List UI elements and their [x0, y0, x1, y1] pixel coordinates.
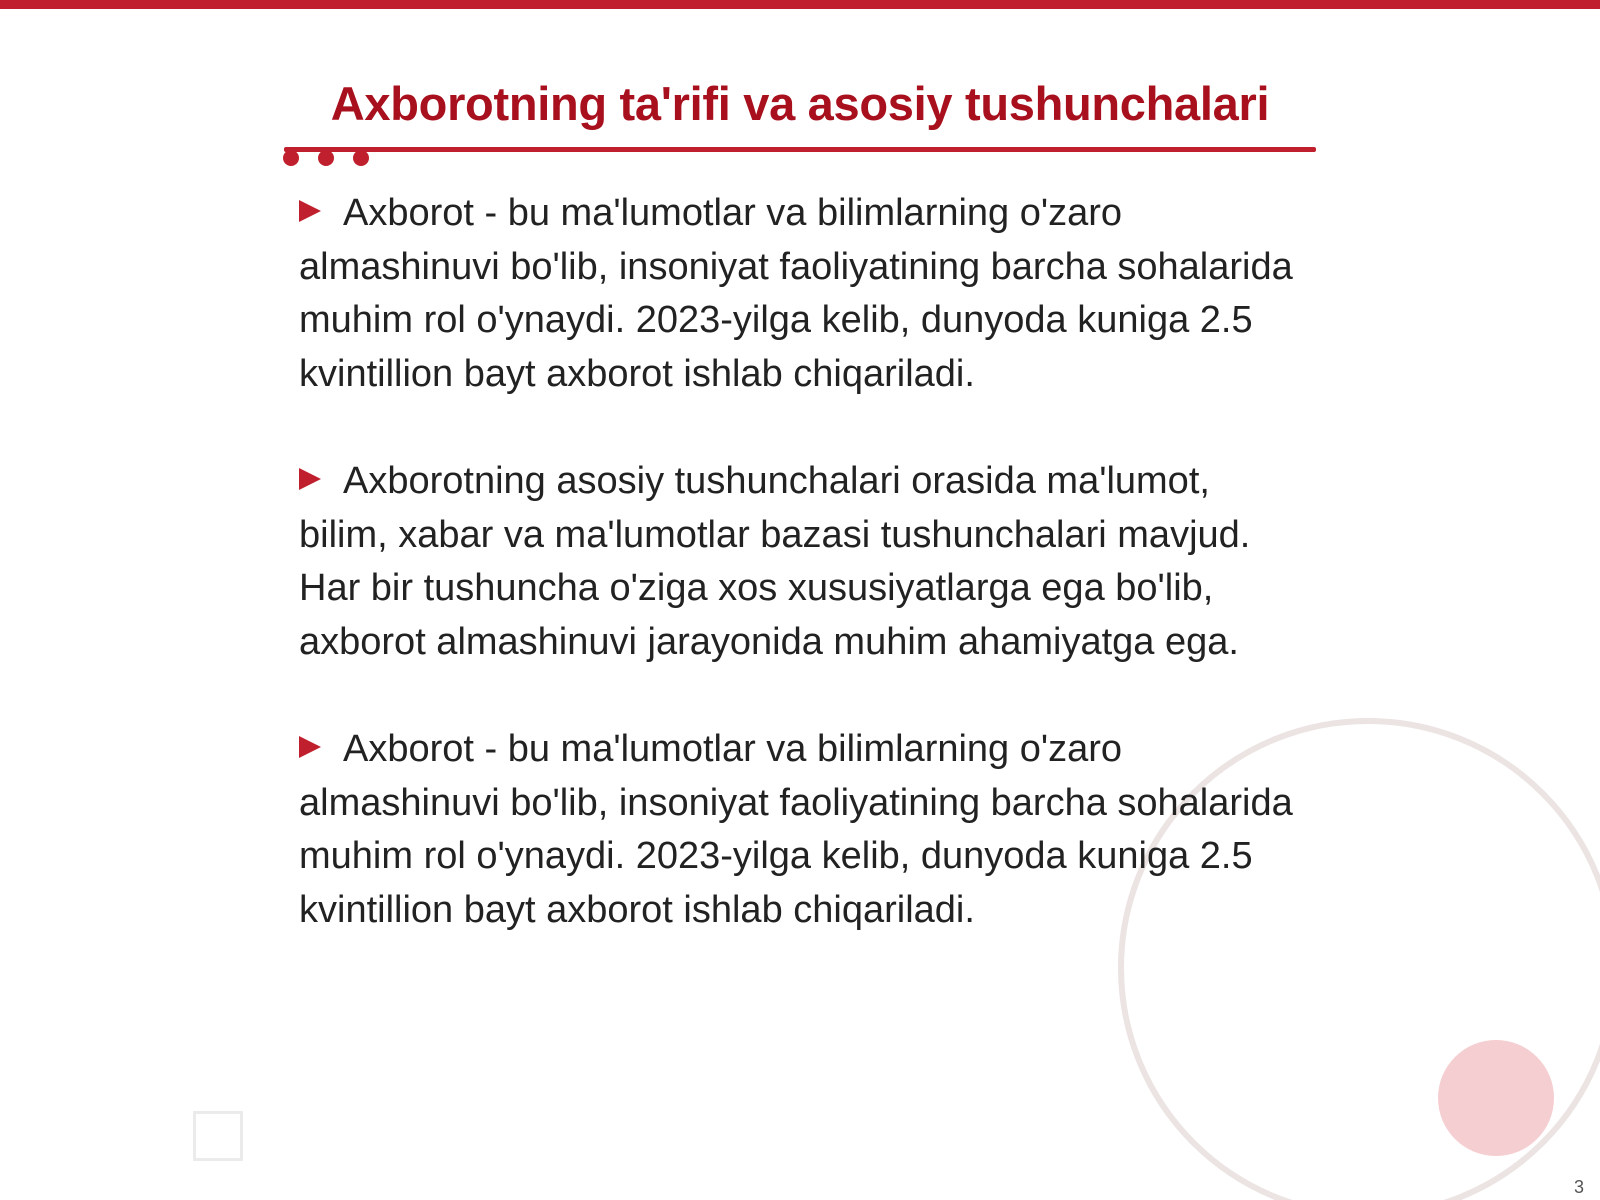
decorative-circle-filled: [1438, 1040, 1554, 1156]
decorative-square: [193, 1111, 243, 1161]
decorative-dot: [353, 150, 369, 166]
slide-title: Axborotning ta'rifi va asosiy tushunchalari: [330, 77, 1270, 130]
decorative-dot: [283, 150, 299, 166]
bullet-list: [299, 187, 1309, 991]
bullet-item: [299, 187, 1309, 401]
bullet-item: [299, 455, 1309, 669]
triangle-right-icon: [299, 468, 321, 490]
bullet-item: [299, 723, 1309, 937]
decorative-dot: [318, 150, 334, 166]
triangle-right-icon: [299, 736, 321, 758]
bullet-text: Axborot - bu ma'lumotlar va bilimlarning o'zaro almashinuvi bo'lib, insoniyat faoliyatining barcha sohalarida muhim rol o'ynaydi. 2023-yilga kelib, dunyoda kuniga 2.5 kvintillion bayt axborot ishlab chiqariladi.: [299, 728, 1293, 931]
page-number: 3: [1573, 1177, 1584, 1197]
bullet-text: Axborot - bu ma'lumotlar va bilimlarning o'zaro almashinuvi bo'lib, insoniyat faoliyatining barcha sohalarida muhim rol o'ynaydi. 2023-yilga kelib, dunyoda kuniga 2.5 kvintillion bayt axborot ishlab chiqariladi.: [299, 192, 1293, 395]
triangle-right-icon: [299, 200, 321, 222]
title-underline: [284, 147, 1316, 152]
top-accent-bar: [0, 0, 1600, 9]
bullet-text: Axborotning asosiy tushunchalari orasida ma'lumot, bilim, xabar va ma'lumotlar bazasi tushunchalari mavjud. Har bir tushuncha o'ziga xos xususiyatlarga ega bo'lib, axborot almashinuvi jarayonida muhim ahamiyatga ega.: [299, 460, 1251, 663]
